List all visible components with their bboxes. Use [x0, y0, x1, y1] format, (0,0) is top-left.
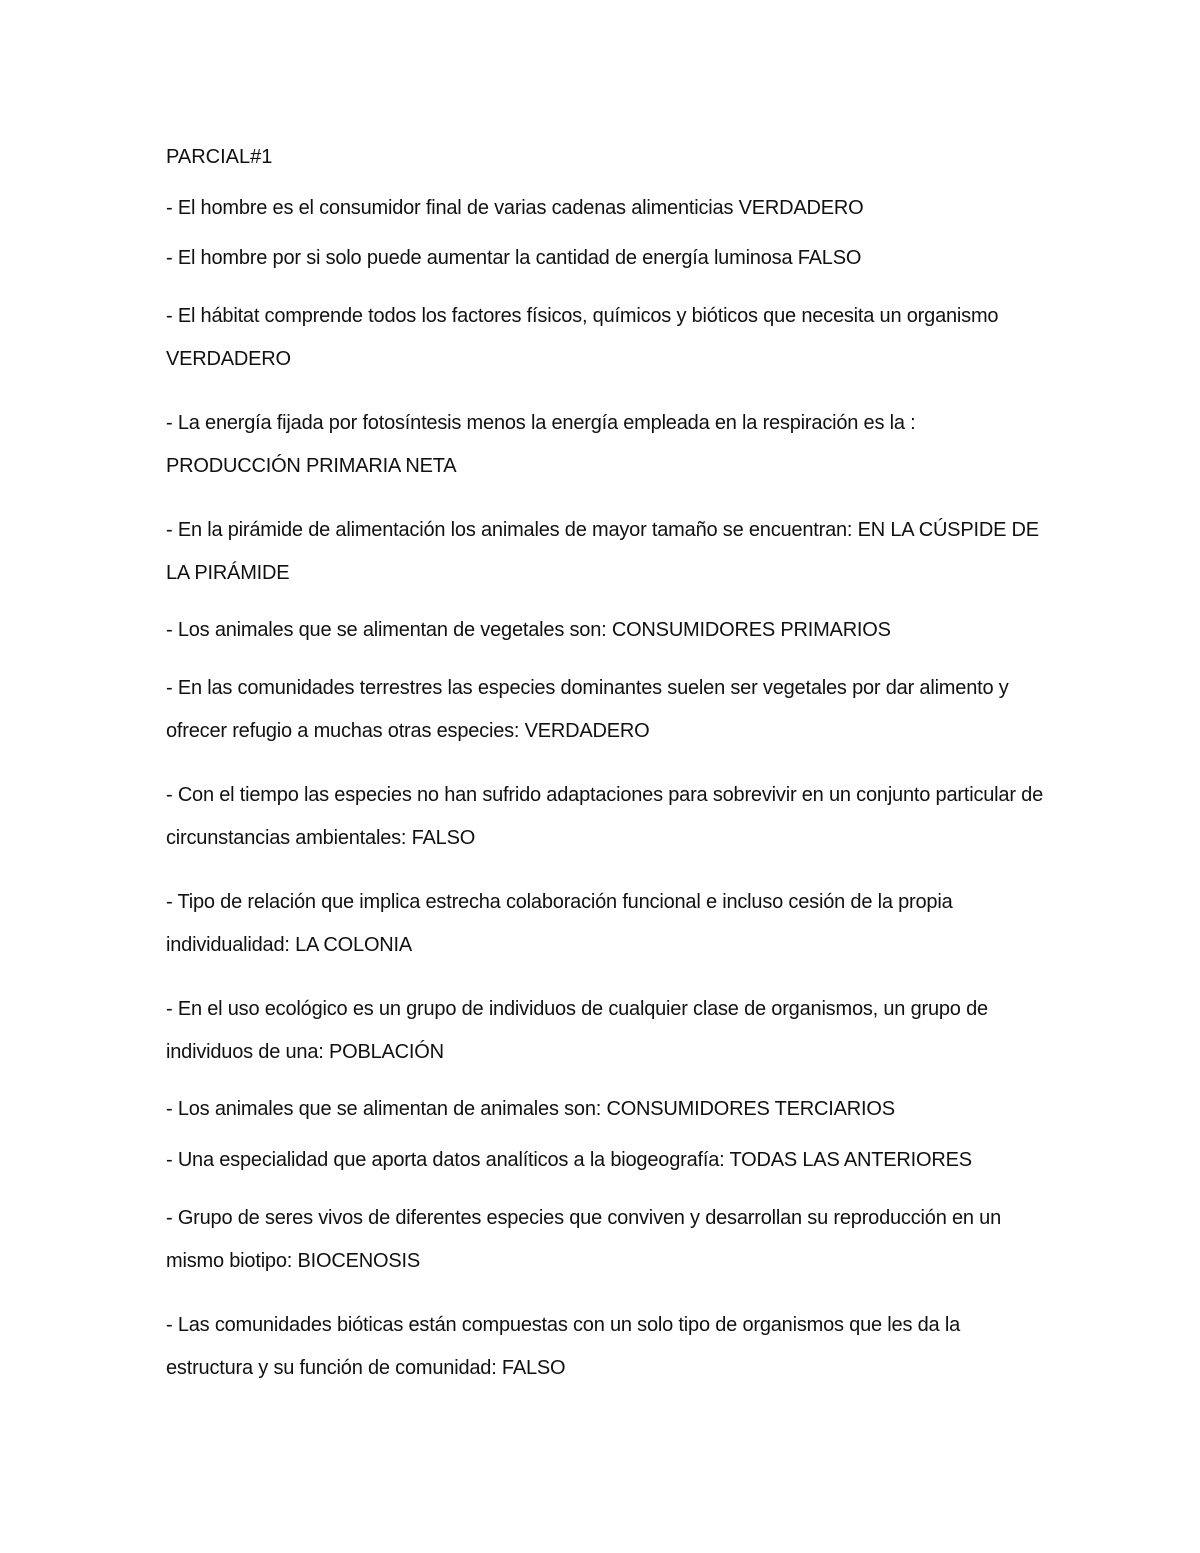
statement-3: - El hábitat comprende todos los factores físicos, químicos y bióticos que necesita un organismo VERDADERO	[166, 305, 999, 370]
statement-11: - Los animales que se alimentan de animales son: CONSUMIDORES TERCIARIOS	[166, 1098, 895, 1120]
statement-7: - En las comunidades terrestres las especies dominantes suelen ser vegetales por dar alimento y ofrecer refugio a muchas otras especies: VERDADERO	[166, 677, 1009, 742]
statement-12: - Una especialidad que aporta datos analíticos a la biogeografía: TODAS LAS ANTERIORES	[166, 1149, 972, 1171]
statement-5: - En la pirámide de alimentación los animales de mayor tamaño se encuentran: EN LA CÚSPIDE DE LA PIRÁMIDE	[166, 519, 1039, 584]
statement-1: - El hombre es el consumidor final de varias cadenas alimenticias VERDADERO	[166, 197, 864, 219]
document-body	[166, 143, 1046, 1411]
statement-14: - Las comunidades bióticas están compuestas con un solo tipo de organismos que les da la estructura y su función de comunidad: FALSO	[166, 1314, 960, 1379]
statement-9: - Tipo de relación que implica estrecha colaboración funcional e incluso cesión de la propia individualidad: LA COLONIA	[166, 891, 953, 956]
statement-2: - El hombre por si solo puede aumentar la cantidad de energía luminosa FALSO	[166, 247, 862, 269]
statement-13: - Grupo de seres vivos de diferentes especies que conviven y desarrollan su reproducción en un mismo biotipo: BIOCENOSIS	[166, 1207, 1002, 1272]
statement-6: - Los animales que se alimentan de vegetales son: CONSUMIDORES PRIMARIOS	[166, 619, 891, 641]
statement-4: - La energía fijada por fotosíntesis menos la energía empleada en la respiración es la : PRODUCCIÓN PRIMARIA NETA	[166, 412, 916, 477]
statement-10: - En el uso ecológico es un grupo de individuos de cualquier clase de organismos, un grupo de individuos de una: POBLACIÓN	[166, 998, 988, 1063]
document-title: PARCIAL#1	[166, 146, 273, 168]
statement-8: - Con el tiempo las especies no han sufrido adaptaciones para sobrevivir en un conjunto particular de circunstancias ambientales: FALSO	[166, 784, 1043, 849]
